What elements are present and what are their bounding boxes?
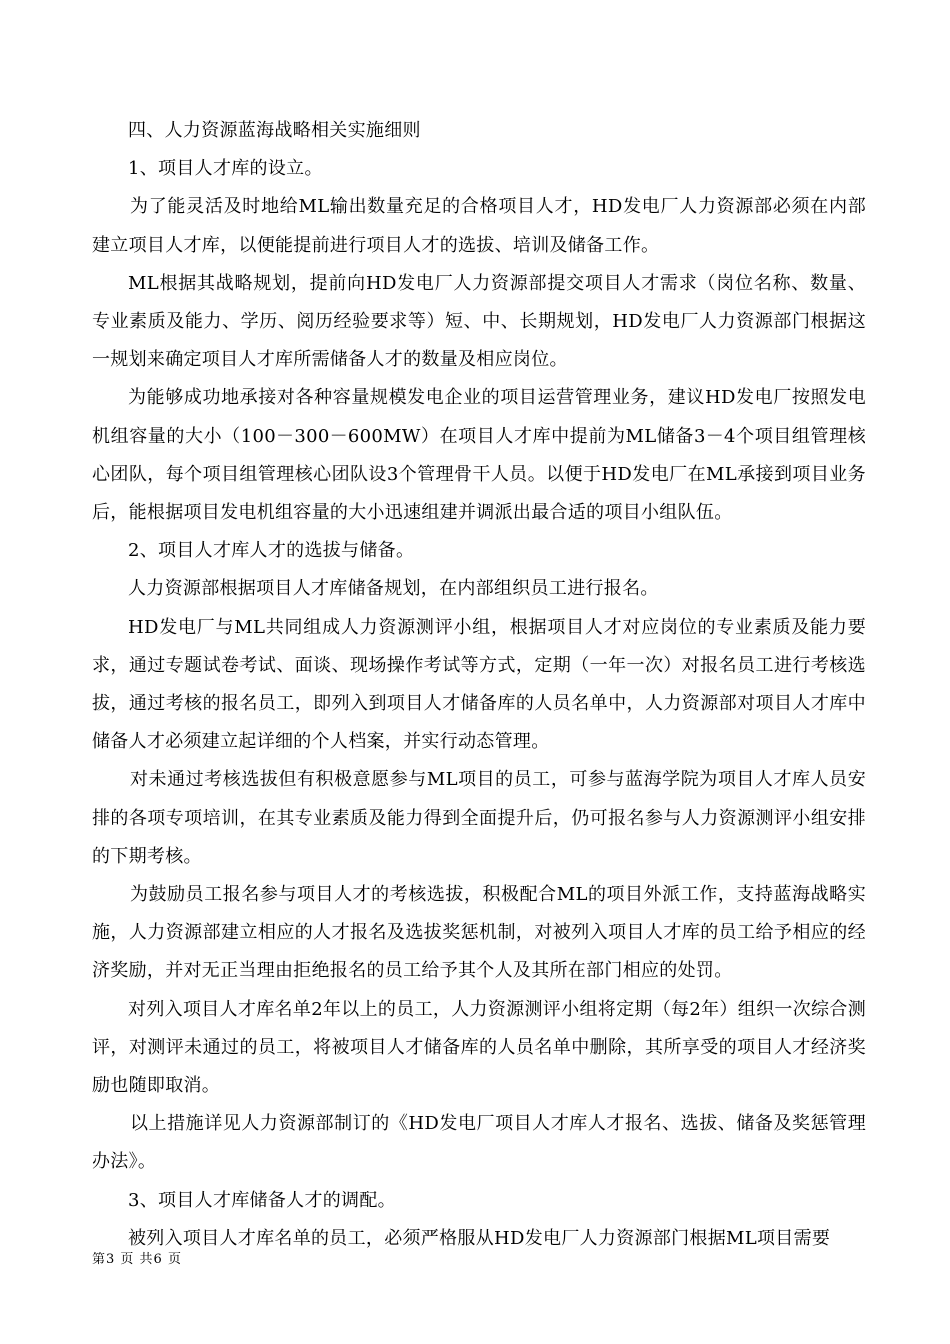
paragraph: 对未通过考核选拔但有积极意愿参与ML项目的员工，可参与蓝海学院为项目人才库人员安排的各项专项培训，在其专业素质及能力得到全面提升后，仍可报名参与人力资源测评小组安排的下期考核。 [92,769,866,867]
paragraph: 以上措施详见人力资源部制订的《HD发电厂项目人才库人才报名、选拔、储备及奖惩管理办法》。 [92,1113,866,1173]
paragraph: 对列入项目人才库名单2年以上的员工，人力资源测评小组将定期（每2年）组织一次综合测评，对测评未通过的员工，将被项目人才储备库的人员名单中删除，其所享受的项目人才经济奖励也随即取消。 [92,998,866,1097]
paragraph: 为了能灵活及时地给ML输出数量充足的合格项目人才，HD发电厂人力资源部必须在内部建立项目人才库，以便能提前进行项目人才的选拔、培训及储备工作。 [92,196,866,256]
section-heading: 四、人力资源蓝海战略相关实施细则 [128,120,421,141]
subsection-heading: 2、项目人才库人才的选拔与储备。 [128,540,415,562]
subsection-heading: 3、项目人才库储备人才的调配。 [128,1189,396,1211]
page-number-footer: 第3 页 共6 页 [92,1252,182,1267]
paragraph: 为鼓励员工报名参与项目人才的考核选拔，积极配合ML的项目外派工作，支持蓝海战略实施，人力资源部建立相应的人才报名及选拔奖惩机制，对被列入项目人才库的员工给予相应的经济奖励，并对无正当理由拒绝报名的员工给予其个人及其所在部门相应的处罚。 [92,884,866,982]
paragraph: ML根据其战略规划，提前向HD发电厂人力资源部提交项目人才需求（岗位名称、数量、专业素质及能力、学历、阅历经验要求等）短、中、长期规划，HD发电厂人力资源部门根据这一规划来确定项目人才库所需储备人才的数量及相应岗位。 [92,272,866,371]
paragraph: HD发电厂与ML共同组成人力资源测评小组，根据项目人才对应岗位的专业素质及能力要求，通过专题试卷考试、面谈、现场操作考试等方式，定期（一年一次）对报名员工进行考核选拔，通过考核的报名员工，即列入到项目人才储备库的人员名单中，人力资源部对项目人才库中储备人才必须建立起详细的个人档案，并实行动态管理。 [92,616,866,753]
paragraph: 被列入项目人才库名单的员工，必须严格服从HD发电厂人力资源部门根据ML项目需要 [128,1227,831,1249]
subsection-heading: 1、项目人才库的设立。 [128,158,323,180]
paragraph: 人力资源部根据项目人才库储备规划，在内部组织员工进行报名。 [128,578,659,600]
paragraph: 为能够成功地承接对各种容量规模发电企业的项目运营管理业务，建议HD发电厂按照发电机组容量的大小（100－300－600MW）在项目人才库中提前为ML储备3－4个项目组管理核心团队，每个项目组管理核心团队设3个管理骨干人员。以便于HD发电厂在ML承接到项目业务后，能根据项目发电机组容量的大小迅速组建并调派出最合适的项目小组队伍。 [92,387,866,524]
document-body [92,112,866,1258]
